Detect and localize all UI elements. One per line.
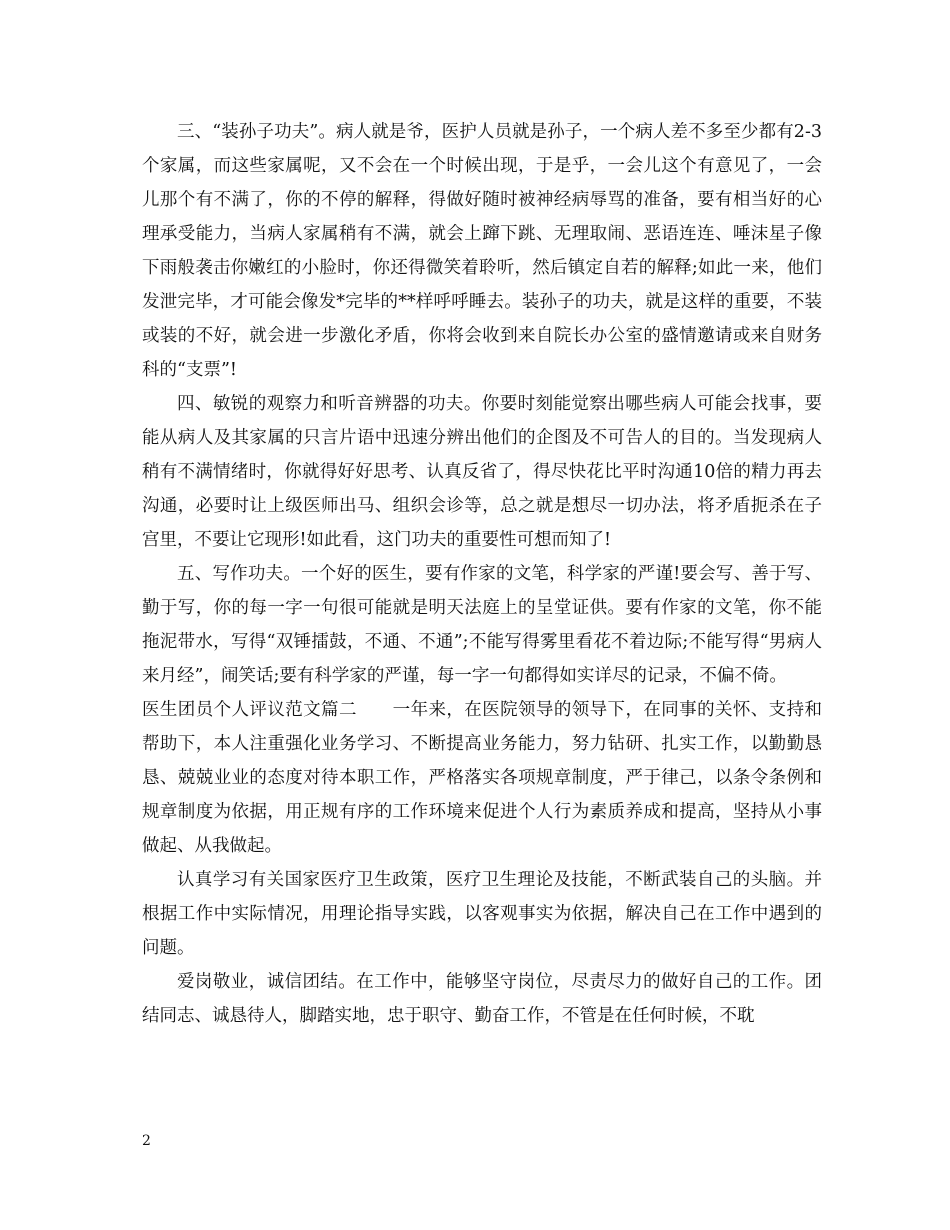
paragraph-section-three: 三、“装孙子功夫”。病人就是爷，医护人员就是孙子，一个病人差不多至少都有2-3个家属，而这些家属呢，又不会在一个时候出现，于是乎，一会儿这个有意见了，一会儿那个有不满了，你的不停的解释，得做好随时被神经病辱骂的准备，要有相当好的心理承受能力，当病人家属稍有不满，就会上蹿下跳、无理取闹、恶语连连、唾沫星子像下雨般袭击你嫩红的小脸时，你还得微笑着聆听，然后镇定自若的解释;如此一来，他们发泄完毕，才可能会像发*完毕的**样呼呼睡去。装孙子的功夫，就是这样的重要，不装或装的不好，就会进一步激化矛盾，你将会收到来自院长办公室的盛情邀请或来自财务科的“支票”! [142, 122, 822, 380]
paragraph-section-five: 五、写作功夫。一个好的医生，要有作家的文笔，科学家的严谨!要会写、善于写、勤于写，你的每一字一句很可能就是明天法庭上的呈堂证供。要有作家的文笔，你不能拖泥带水，写得“双锤擂鼓，不通、不通”;不能写得雾里看花不着边际;不能写得“男病人来月经”，闹笑话;要有科学家的严谨，每一字一句都得如实详尽的记录，不偏不倚。 [142, 564, 822, 686]
paragraph-section-four: 四、敏锐的观察力和听音辨器的功夫。你要时刻能觉察出哪些病人可能会找事，要能从病人及其家属的只言片语中迅速分辨出他们的企图及不可告人的目的。当发现病人稍有不满情绪时，你就得好好思考、认真反省了，得尽快花比平时沟通10倍的精力再去沟通，必要时让上级医师出马、组织会诊等，总之就是想尽一切办法，将矛盾扼杀在子宫里，不要让它现形!如此看，这门功夫的重要性可想而知了! [142, 394, 822, 550]
paragraph-essay-two-intro: 医生团员个人评议范文篇二 一年来，在医院领导的领导下，在同事的关怀、支持和帮助下，本人注重强化业务学习、不断提高业务能力，努力钻研、扎实工作，以勤勤恳恳、兢兢业业的态度对待本职工作，严格落实各项规章制度，严于律己，以条令条例和规章制度为依据，用正规有序的工作环境来促进个人行为素质养成和提高，坚持从小事做起、从我做起。 [142, 700, 822, 856]
paragraph-study-policy: 认真学习有关国家医疗卫生政策，医疗卫生理论及技能，不断武装自己的头脑。并根据工作中实际情况，用理论指导实践，以客观事实为依据，解决自己在工作中遇到的问题。 [142, 870, 822, 958]
paragraph-dedication: 爱岗敬业，诚信团结。在工作中，能够坚守岗位，尽责尽力的做好自己的工作。团结同志、诚恳待人，脚踏实地，忠于职守、勤奋工作，不管是在任何时候，不耽 [142, 972, 822, 1026]
document-body [142, 115, 822, 1033]
page-number: 2 [142, 1133, 151, 1149]
